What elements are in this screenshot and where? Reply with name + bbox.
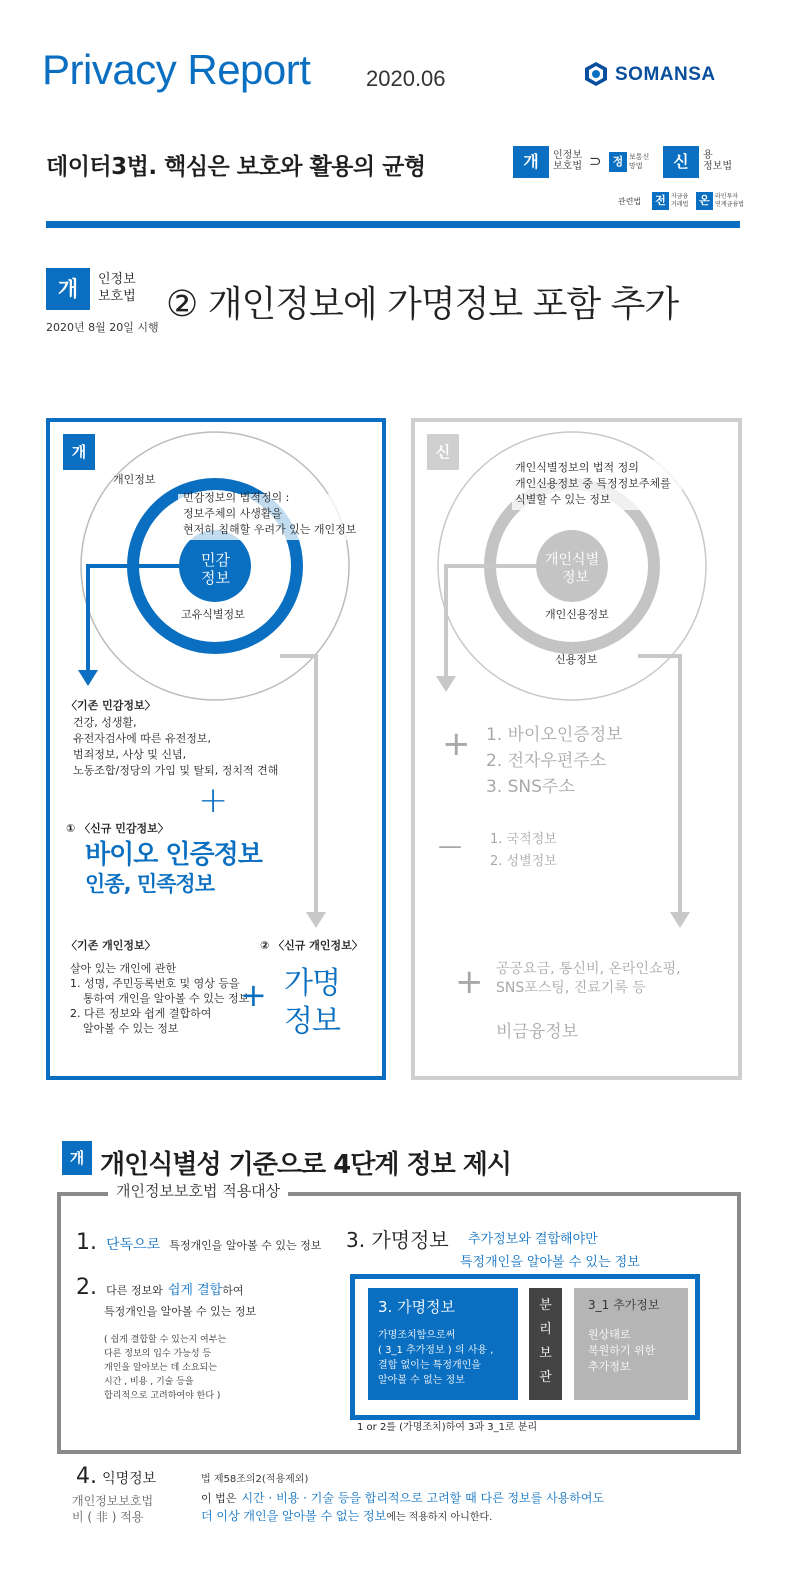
add-item-3: 3. SNS주소 [486, 777, 575, 797]
legal-def-2: 정보주체의 사생활을 [183, 507, 283, 520]
law-1-em: 시간 · 비용 · 기술 등을 합리적으로 고려할 때 다른 정보를 사용하여도 [241, 1491, 605, 1505]
remove-item-1: 1. 국적정보 [490, 832, 557, 847]
header-divider [46, 221, 740, 228]
additional-info-3: 추가정보 [588, 1360, 631, 1373]
pseudonym-box [368, 1288, 518, 1400]
existing-personal-2: 1. 성명, 주민등록번호 및 영상 등을 [70, 977, 240, 990]
personal-info-label: 개인정보 [113, 473, 156, 486]
section1-title: ② 개인정보에 가명정보 포함 추가 [166, 284, 679, 325]
plus-icon: + [442, 724, 471, 764]
item4-num: 4. [76, 1464, 97, 1489]
pseudonym-box-title: 3. 가명정보 [378, 1298, 456, 1316]
right-outer-label: 신용정보 [555, 653, 598, 666]
report-title: Privacy Report [42, 46, 311, 93]
item2-b: 하여 [222, 1284, 244, 1297]
arrow-down-icon [638, 656, 680, 914]
item2-note-3: 개인을 알아보는 데 소요되는 [104, 1363, 217, 1373]
item1-num: 1. [76, 1230, 97, 1255]
report-date: 2020.06 [366, 66, 446, 91]
nonfin-2: SNS포스팅, 진료기록 등 [496, 980, 646, 996]
law-line-1 [201, 1487, 604, 1506]
section1-date: 2020년 8월 20일 시행 [46, 321, 159, 334]
tag-jeong-text2: 망법 [629, 162, 643, 170]
item2-num: 2. [76, 1275, 97, 1300]
tag-on-text2: 연계금융법 [715, 201, 744, 208]
item4-sub-1: 개인정보보호법 [72, 1494, 154, 1508]
item1-em: 단독으로 [106, 1237, 161, 1253]
unique-id-label: 고유식별정보 [181, 608, 245, 621]
section2-title: 개인식별성 기준으로 4단계 정보 제시 [100, 1150, 512, 1180]
pseudonym-box-3: 결합 없이는 특정개인을 [378, 1360, 481, 1371]
section2-tag: 개 [62, 1141, 92, 1175]
existing-personal-4: 2. 다른 정보와 쉽게 결합하여 [70, 1007, 212, 1020]
item4-sub-2: 비 ( 非 ) 적용 [72, 1510, 144, 1524]
pseudonym-box-2: ( 3_1 추가정보 ) 의 사용 , [378, 1345, 494, 1356]
legal-def-3: 현저히 침해할 우려가 있는 개인정보 [183, 523, 357, 536]
separate-2: 리 [539, 1322, 552, 1337]
existing-personal-1: 살아 있는 개인에 관한 [70, 962, 177, 975]
separate-1: 분 [539, 1298, 552, 1313]
law-2-em: 더 이상 개인을 알아볼 수 없는 정보 [201, 1509, 387, 1523]
new-sensitive-bio: 바이오 인증정보 [85, 840, 262, 870]
separate-3: 보 [539, 1346, 552, 1361]
additional-info-1: 원상태로 [588, 1328, 631, 1341]
item4-title: 익명정보 [102, 1471, 157, 1487]
nonfin-1: 공공요금, 통신비, 온라인쇼핑, [496, 961, 681, 977]
remove-item-2: 2. 성별정보 [490, 854, 557, 869]
tag-gae: 개 [513, 146, 549, 178]
existing-sensitive-2: 유전자검사에 따른 유전정보, [73, 732, 212, 745]
tag-jeong: 정 [609, 152, 627, 172]
tag-jeong-text1: 보통신 [629, 153, 650, 161]
item4 [76, 1464, 156, 1489]
right-def-2: 개인신용정보 중 특정정보주체를 [515, 477, 671, 490]
logo-text: SOMANSA [615, 64, 716, 85]
tag-jeon: 전 [652, 192, 669, 210]
tag-jeon-text1: 자금융 [671, 193, 689, 200]
core-label-1: 민감 [201, 551, 230, 569]
item2-em: 쉽게 결합 [167, 1283, 223, 1298]
item2-note-2: 다른 정보의 입수 가능성 등 [104, 1349, 212, 1359]
item3-em-1: 추가정보와 결합해야만 [468, 1232, 598, 1247]
arrow-down-icon [280, 656, 316, 914]
item2-note-4: 시간 , 비용 , 기술 등을 [104, 1377, 194, 1387]
right-core-1: 개인식별 [545, 552, 600, 568]
tag-jeon-text2: 거래법 [671, 201, 689, 208]
plus-icon: + [198, 780, 229, 821]
item2-note-1: ( 쉽게 결합할 수 있는지 여부는 [104, 1335, 227, 1345]
right-ring-label: 개인신용정보 [545, 608, 609, 621]
tag-on: 온 [696, 192, 713, 210]
law-1-a: 이 법은 [201, 1492, 237, 1505]
item1-text: 특정개인을 알아볼 수 있는 정보 [169, 1239, 322, 1252]
item2-c: 특정개인을 알아볼 수 있는 정보 [104, 1305, 257, 1318]
left-panel-tag: 개 [63, 434, 95, 470]
pseudonym-box-4: 알아볼 수 없는 정보 [378, 1375, 465, 1386]
related-label: 관련법 [618, 197, 642, 206]
additional-info-title: 3_1 추가정보 [588, 1298, 660, 1312]
existing-sensitive-4: 노동조합/정당의 가입 및 탈퇴, 정치적 견해 [73, 764, 279, 777]
section1-tag-text1: 인정보 [98, 272, 136, 287]
section1-tag-text2: 보호법 [98, 289, 136, 304]
item2 [76, 1275, 243, 1300]
additional-info-box [574, 1288, 688, 1400]
new-personal-title: ② 〈신규 개인정보〉 [260, 939, 363, 952]
related-laws [618, 192, 744, 212]
item2-a: 다른 정보와 [106, 1284, 163, 1297]
right-def-3: 식별할 수 있는 정보 [515, 493, 611, 506]
right-def-1: 개인식별정보의 법적 정의 [515, 461, 639, 474]
item3-num: 3. 가명정보 [346, 1228, 449, 1252]
tag-gae-text2: 보호법 [553, 161, 582, 172]
new-personal-1: 가명 [284, 966, 340, 1001]
existing-personal-title: 〈기존 개인정보〉 [66, 939, 156, 952]
law-tags [513, 146, 743, 182]
separate-4: 관 [539, 1370, 552, 1385]
add-item-1: 1. 바이오인증정보 [486, 725, 623, 745]
core-label-2: 정보 [201, 569, 230, 587]
tag-on-text1: 라인투자 [715, 193, 739, 200]
tag-sin: 신 [663, 146, 699, 178]
additional-info-2: 복원하기 위한 [588, 1344, 656, 1357]
item1 [76, 1230, 321, 1255]
law-line-2 [201, 1505, 492, 1524]
tag-sin-text1: 용 [703, 150, 713, 161]
tag-sin-text2: 정보법 [703, 161, 732, 172]
existing-personal-3: 통하여 개인을 알아볼 수 있는 정보 [83, 992, 250, 1005]
existing-personal-5: 알아볼 수 있는 정보 [83, 1022, 179, 1035]
pseudonym-box-1: 가명조치함으로써 [378, 1330, 456, 1341]
existing-sensitive-1: 건강, 성생활, [73, 716, 137, 729]
separate-storage-box [529, 1288, 562, 1400]
new-sensitive-race: 인종, 민족정보 [85, 872, 215, 896]
superset-symbol: ⊃ [589, 152, 602, 170]
tag-gae-text1: 인정보 [553, 150, 582, 161]
section1-tag: 개 [46, 268, 90, 310]
existing-sensitive-3: 범죄정보, 사상 및 신념, [73, 748, 187, 761]
nonfin-title: 비금융정보 [496, 1022, 579, 1042]
somansa-logo [583, 60, 743, 88]
minus-icon: — [438, 832, 462, 860]
right-panel-tag: 신 [427, 434, 459, 470]
headline: 데이터3법. 핵심은 보호와 활용의 균형 [46, 154, 426, 180]
plus-icon: + [240, 976, 267, 1014]
new-personal-2: 정보 [284, 1004, 340, 1039]
law-2-b: 에는 적용하지 아니한다. [386, 1512, 493, 1523]
split-note: 1 or 2를 (가명조치)하여 3과 3_1로 분리 [357, 1422, 538, 1433]
legal-def-1: 민감정보의 법적정의 : [183, 491, 290, 504]
law-ref: 법 제58조의2(적용제외) [201, 1474, 309, 1485]
new-sensitive-title: ① 〈신규 민감정보〉 [66, 822, 169, 835]
existing-sensitive-title: 〈기존 민감정보〉 [66, 699, 156, 712]
add-item-2: 2. 전자우편주소 [486, 751, 607, 771]
item3-em-2: 특정개인을 알아볼 수 있는 정보 [460, 1255, 640, 1270]
plus-icon: + [455, 962, 484, 1002]
somansa-logo-icon [583, 61, 609, 87]
right-core-2: 정보 [562, 570, 590, 586]
frame-label: 개인정보보호법 적용대상 [108, 1180, 288, 1201]
item2-note-5: 합리적으로 고려하여야 한다 ) [104, 1391, 221, 1401]
